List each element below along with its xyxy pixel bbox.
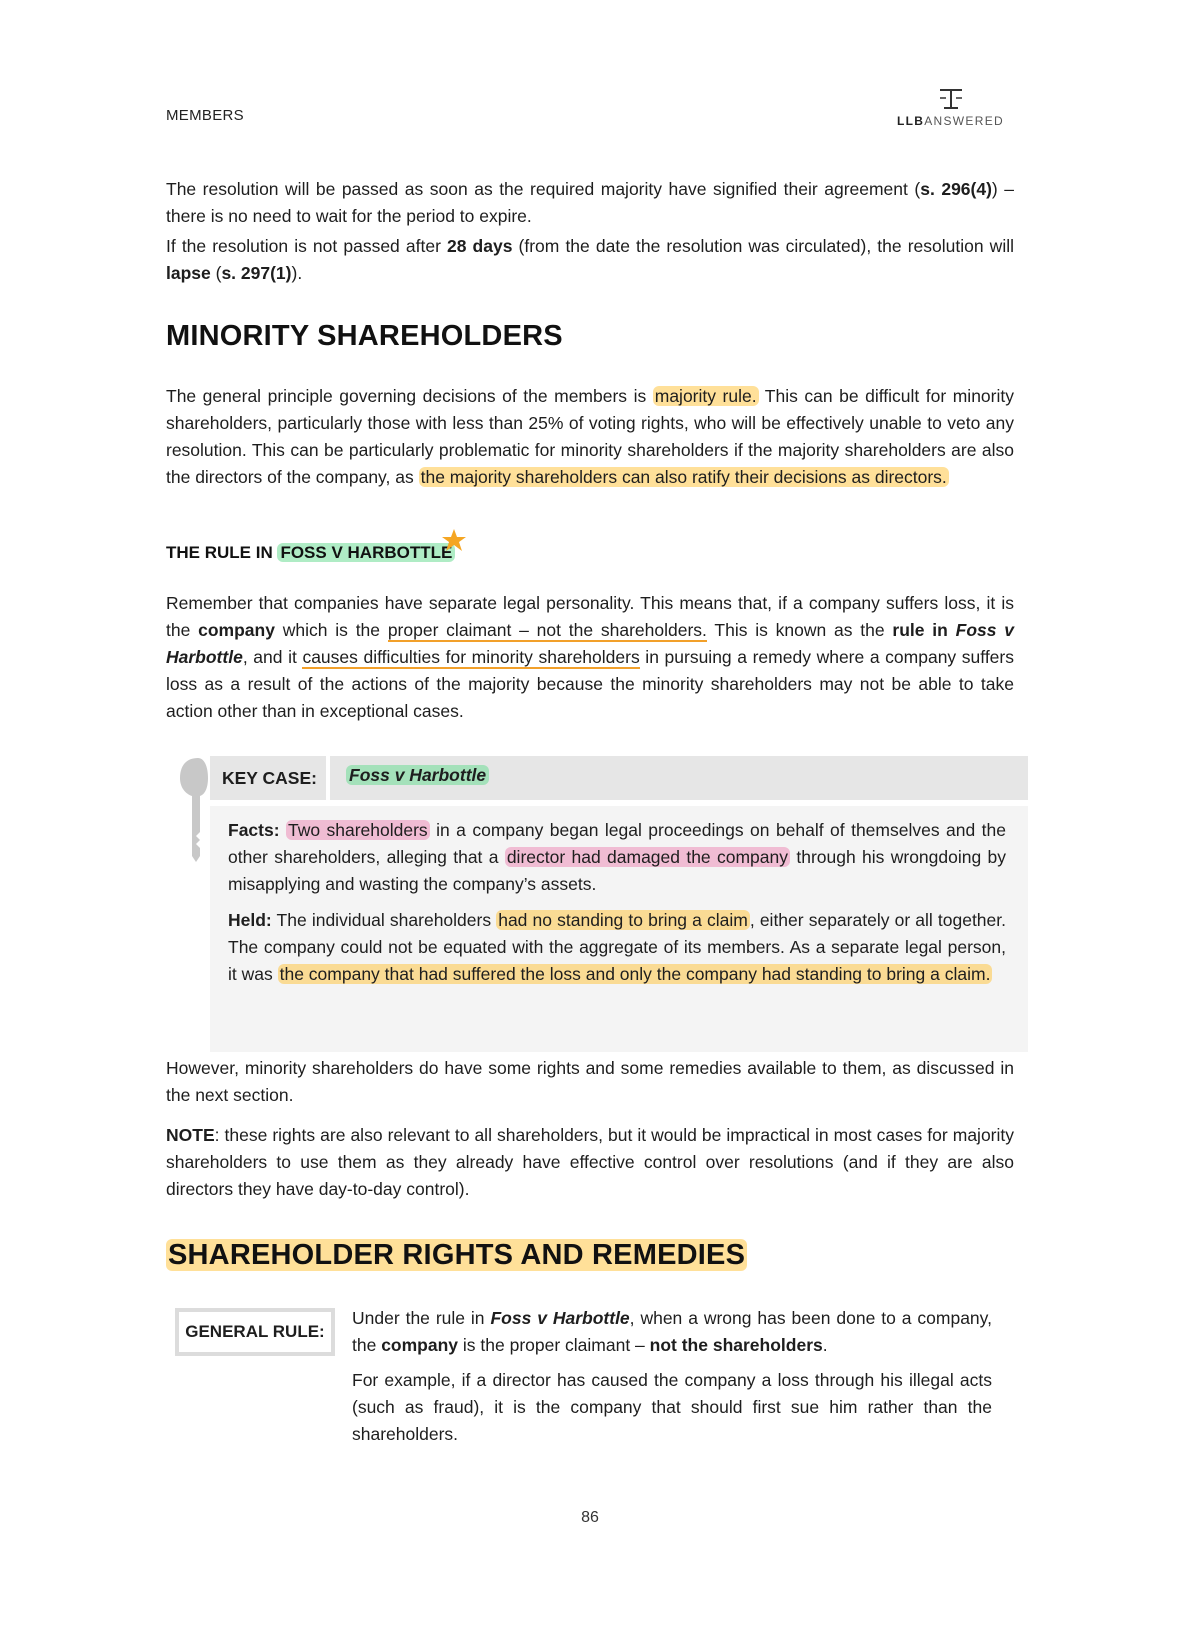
general-rule-text: Under the rule in Foss v Harbottle, when a wrong has been done to a company, the company is the proper claimant – not the shareholders. bbox=[352, 1308, 992, 1355]
heading-rule-in-foss: THE RULE IN FOSS V HARBOTTLE bbox=[166, 543, 455, 563]
key-icon bbox=[178, 756, 208, 866]
note-paragraph: NOTE: these rights are also relevant to all shareholders, but it would be impractical in most cases for majority shareholders to use them as they already have effective control over resolutions (and if they are also directors they have day-to-day control). bbox=[166, 1125, 1014, 1199]
highlight-two-shareholders: Two shareholders bbox=[287, 820, 428, 840]
heading-rights-remedies: SHAREHOLDER RIGHTS AND REMEDIES bbox=[168, 1239, 746, 1271]
foss-rule-paragraph: Remember that companies have separate legal personality. This means that, if a company suffers loss, it is the company which is the proper claimant – not the shareholders. This is known as the rule in Foss v Harbottle, and it causes difficulties for minority shareholders in pursuing a remedy where a company suffers loss as a result of the actions of the majority because the minority shareholders may not be able to take action other than in exceptional cases. bbox=[166, 593, 1015, 721]
highlight-company-standing: the company that had suffered the loss and only the company had standing to bring a claim. bbox=[279, 964, 991, 984]
general-rule-box: GENERAL RULE: bbox=[175, 1308, 335, 1356]
key-case-box bbox=[178, 756, 1028, 1052]
key-case-held: Held: The individual shareholders had no standing to bring a claim , either separately or all together. The company could not be equated with the aggregate of its members. As a separate legal person, it was the company that had suffered the loss and only the company had standing to bring a claim. bbox=[228, 910, 1006, 984]
key-case-facts: Facts: Two shareholders in a company began legal proceedings on behalf of themselves and the other shareholders, alleging that a director had damaged the company through his wrongdoing by misapplying and wasting the company’s assets. bbox=[228, 820, 1007, 894]
intro-paragraph-2: If the resolution is not passed after 28 days (from the date the resolution was circulated), the resolution will lapse (s. 297(1)). bbox=[166, 236, 1014, 283]
underline-proper-claimant: proper claimant – not the shareholders. bbox=[387, 620, 707, 640]
underline-difficulties: causes difficulties for minority shareholders bbox=[302, 647, 640, 667]
star-annotation-icon bbox=[440, 528, 468, 554]
example-text: For example, if a director has caused the company a loss through his illegal acts (such as fraud), it is the company that should first sue him rather than the shareholders. bbox=[352, 1370, 992, 1444]
page-number: 86 bbox=[581, 1509, 599, 1526]
highlight-ratify: the majority shareholders can also ratify their decisions as directors. bbox=[420, 467, 947, 487]
scales-icon bbox=[934, 86, 968, 112]
highlight-no-standing: had no standing to bring a claim bbox=[498, 910, 748, 930]
llb-answered-logo bbox=[888, 86, 1013, 151]
highlight-foss-heading: FOSS V HARBOTTLE bbox=[277, 543, 455, 562]
logo-text-rest: ANSWERED bbox=[924, 114, 1004, 128]
running-head: MEMBERS bbox=[166, 107, 244, 124]
key-case-label: KEY CASE: bbox=[210, 756, 330, 800]
heading-minority-shareholders: MINORITY SHAREHOLDERS bbox=[166, 320, 563, 352]
intro-paragraph-1: The resolution will be passed as soon as the required majority have signified their agreement (s. 296(4)) – there is no need to wait for the period to expire. bbox=[166, 179, 1014, 226]
key-case-title: Foss v Harbottle bbox=[346, 765, 489, 786]
after-case-paragraph: However, minority shareholders do have some rights and some remedies available to them, as discussed in the next section. bbox=[166, 1058, 1014, 1105]
logo-text-bold: LLB bbox=[897, 114, 925, 128]
highlight-director-damaged: director had damaged the company bbox=[506, 847, 789, 867]
highlight-majority-rule: majority rule. bbox=[654, 386, 757, 406]
minority-paragraph: The general principle governing decisions of the members is majority rule. This can be difficult for minority shareholders, particularly those with less than 25% of voting rights, who will be effectively unable to veto any resolution. This can be particularly problematic for minority shareholders if the majority shareholders are also the directors of the company, as the majority shareholders can also ratify their decisions as directors. bbox=[166, 386, 1014, 487]
